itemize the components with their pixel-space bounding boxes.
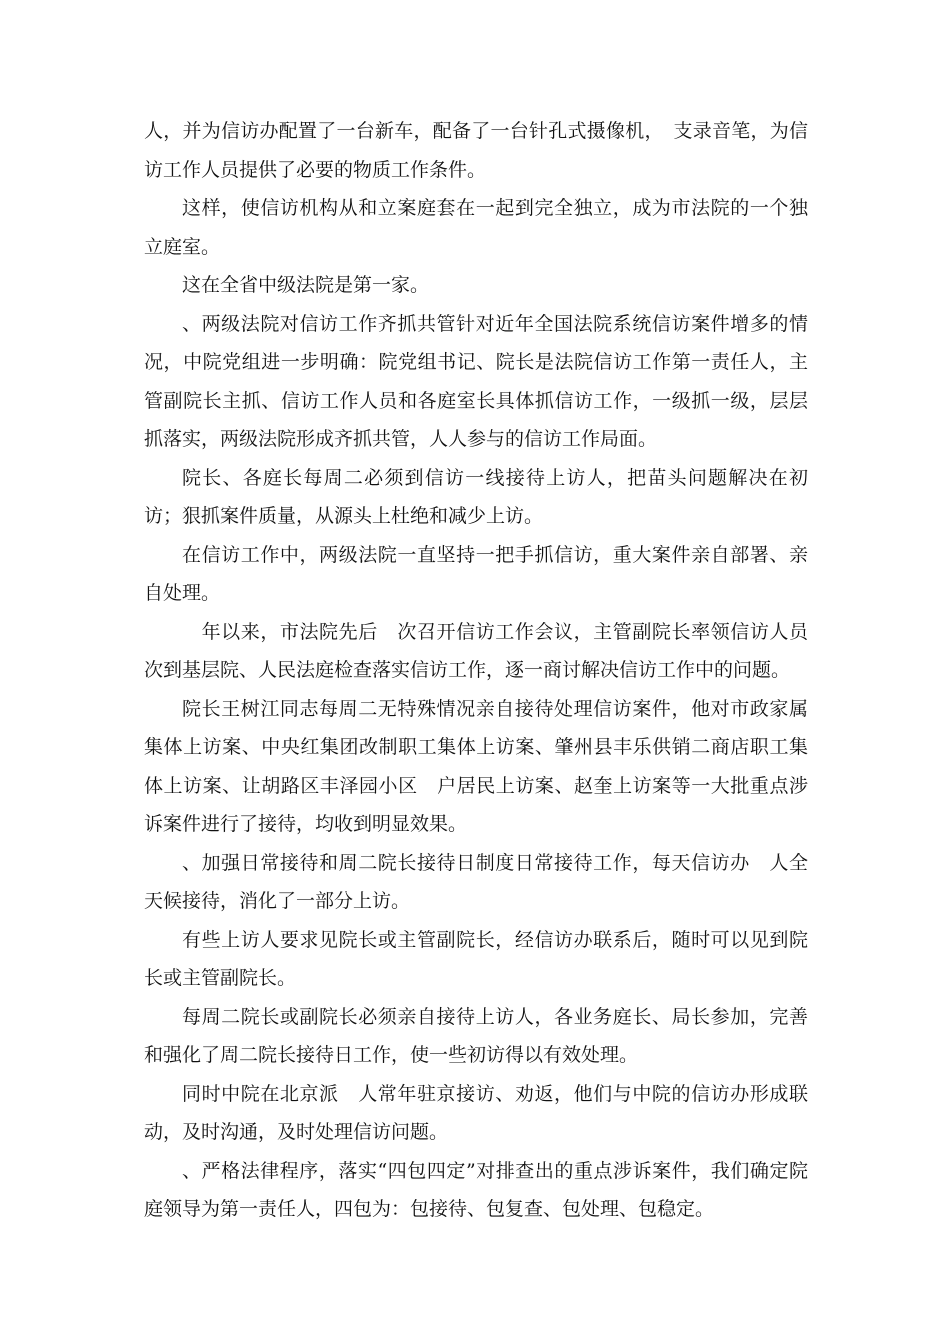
paragraph: 院长王树江同志每周二无特殊情况亲自接待处理信访案件，他对市政家属集体上访案、中央红集团改制职工集体上访案、肇州县丰乐供销二商店职工集体上访案、让胡路区丰泽园小区 户居民上访案、赵奎上访案等一大批重点涉诉案件进行了接待，均收到明显效果。 <box>144 697 808 835</box>
paragraph: 同时中院在北京派 人常年驻京接访、劝返，他们与中院的信访办形成联动，及时沟通，及时处理信访问题。 <box>144 1082 808 1143</box>
paragraph: 在信访工作中，两级法院一直坚持一把手抓信访，重大案件亲自部署、亲自处理。 <box>144 543 808 604</box>
paragraph: 人，并为信访办配置了一台新车，配备了一台针孔式摄像机， 支录音笔，为信访工作人员提供了必要的物质工作条件。 <box>144 120 808 181</box>
paragraph: 每周二院长或副院长必须亲自接待上访人，各业务庭长、局长参加，完善和强化了周二院长接待日工作，使一些初访得以有效处理。 <box>144 1005 808 1066</box>
paragraph: 、加强日常接待和周二院长接待日制度日常接待工作，每天信访办 人全天候接待，消化了一部分上访。 <box>144 851 808 912</box>
paragraph: 这样，使信访机构从和立案庭套在一起到完全独立，成为市法院的一个独立庭室。 <box>144 197 808 258</box>
paragraph: 有些上访人要求见院长或主管副院长，经信访办联系后，随时可以见到院长或主管副院长。 <box>144 928 808 989</box>
paragraph: 年以来，市法院先后 次召开信访工作会议，主管副院长率领信访人员 次到基层院、人民法庭检查落实信访工作，逐一商讨解决信访工作中的问题。 <box>144 620 828 681</box>
paragraph: 院长、各庭长每周二必须到信访一线接待上访人，把苗头问题解决在初访；狠抓案件质量，从源头上杜绝和减少上访。 <box>144 466 808 527</box>
paragraph: 这在全省中级法院是第一家。 <box>182 274 430 296</box>
document-body <box>144 112 828 1229</box>
paragraph: 、两级法院对信访工作齐抓共管针对近年全国法院系统信访案件增多的情况，中院党组进一步明确：院党组书记、院长是法院信访工作第一责任人，主管副院长主抓、信访工作人员和各庭室长具体抓信访工作，一级抓一级，层层抓落实，两级法院形成齐抓共管，人人参与的信访工作局面。 <box>144 312 808 450</box>
paragraph: 、严格法律程序，落实“四包四定”对排查出的重点涉诉案件，我们确定院庭领导为第一责任人，四包为：包接待、包复查、包处理、包稳定。 <box>144 1159 808 1220</box>
